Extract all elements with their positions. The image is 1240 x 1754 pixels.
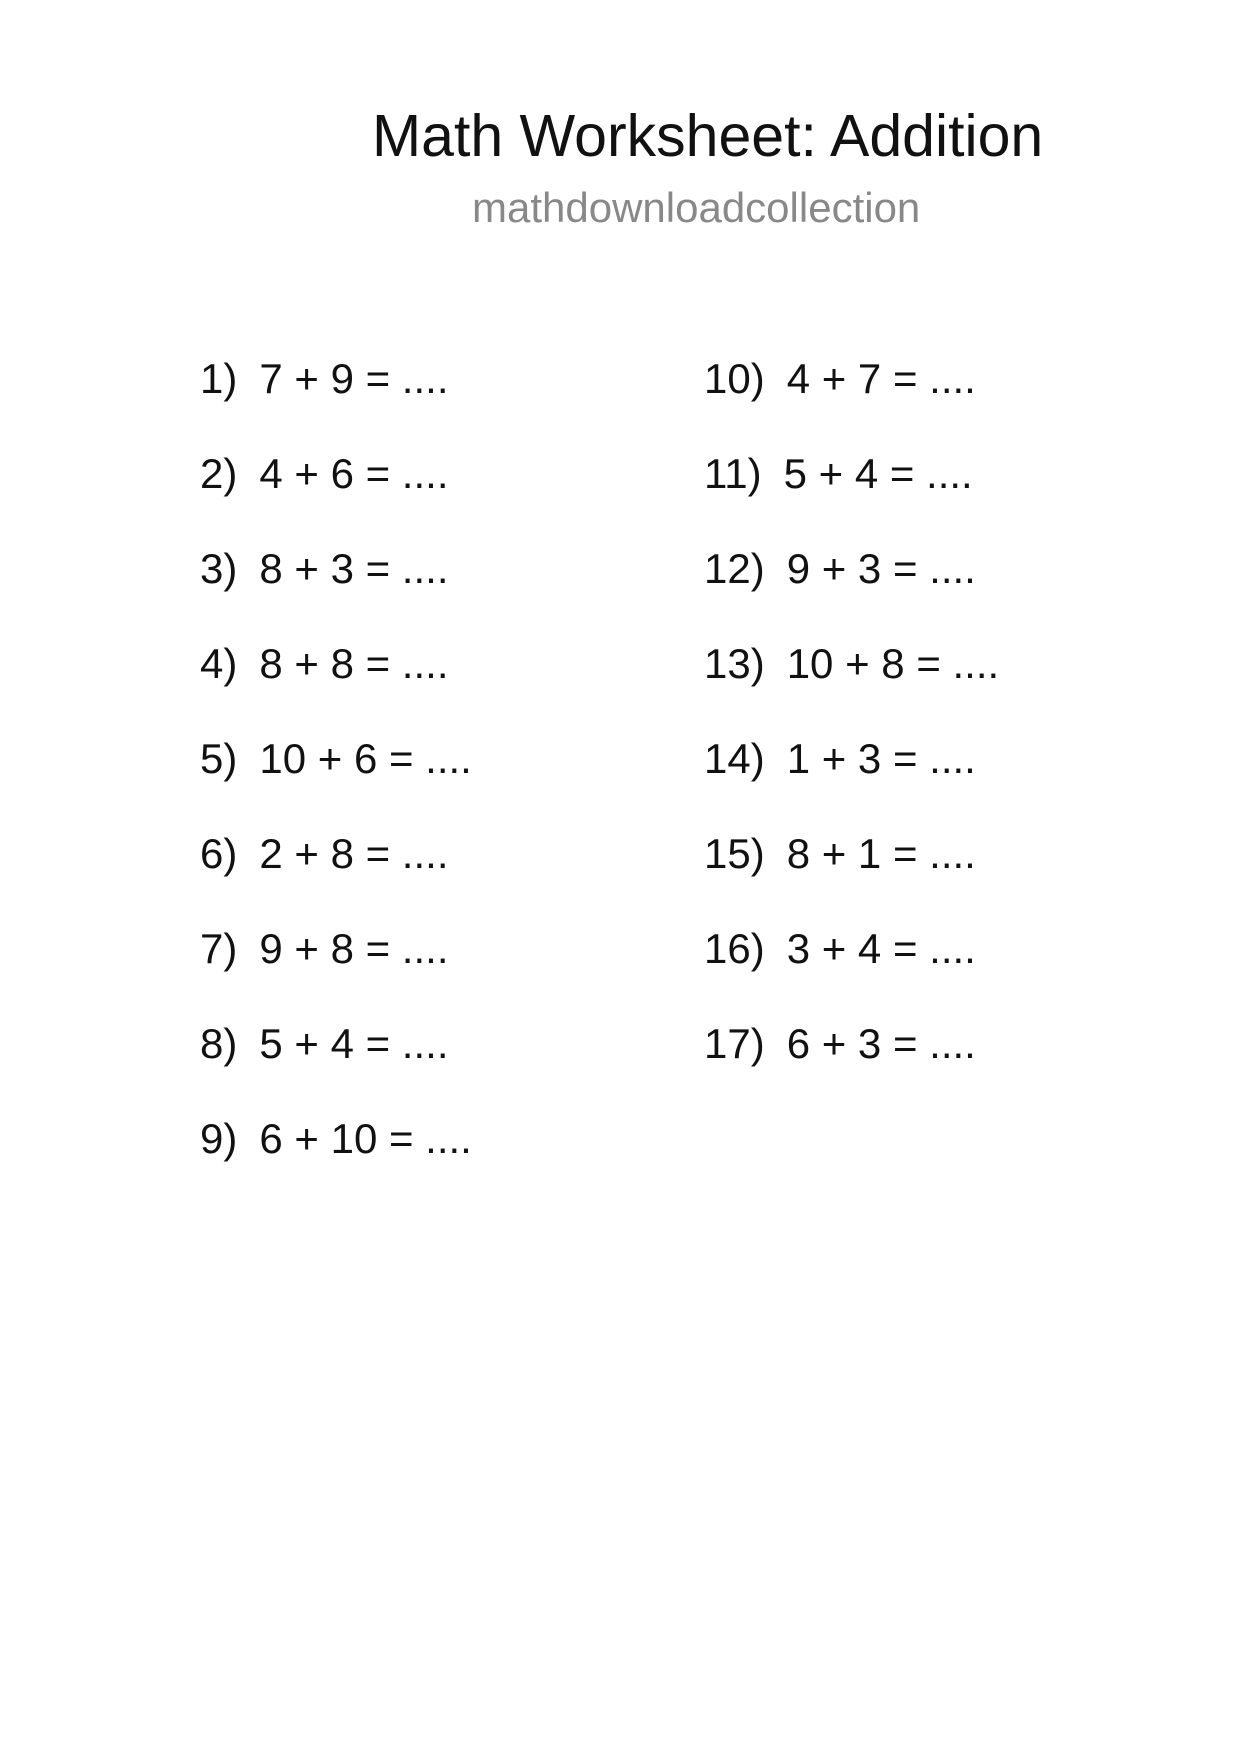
problem-number: 4) <box>200 640 238 687</box>
problem-item <box>704 445 999 540</box>
problems-right-column <box>704 350 999 1110</box>
problem-number: 8) <box>200 1020 238 1067</box>
problem-number: 1) <box>200 355 238 402</box>
problem-number: 5) <box>200 735 238 782</box>
problem-item <box>704 920 999 1015</box>
problem-item <box>704 730 999 825</box>
problem-item <box>704 350 999 445</box>
problem-expression: 7 + 9 = .... <box>259 355 449 402</box>
problem-item <box>200 1015 472 1110</box>
problem-expression: 8 + 8 = .... <box>259 640 449 687</box>
problem-expression: 9 + 8 = .... <box>259 925 449 972</box>
problem-number: 14) <box>704 735 765 782</box>
problem-number: 3) <box>200 545 238 592</box>
problem-item <box>704 635 999 730</box>
problem-expression: 6 + 10 = .... <box>259 1115 472 1162</box>
problem-expression: 8 + 1 = .... <box>786 830 976 877</box>
problem-number: 12) <box>704 545 765 592</box>
problem-expression: 4 + 7 = .... <box>786 355 976 402</box>
problem-number: 17) <box>704 1020 765 1067</box>
problem-expression: 4 + 6 = .... <box>259 450 449 497</box>
problem-item <box>200 635 472 730</box>
problem-number: 10) <box>704 355 765 402</box>
problem-item <box>704 540 999 635</box>
problem-number: 15) <box>704 830 765 877</box>
problem-item <box>200 825 472 920</box>
problem-number: 2) <box>200 450 238 497</box>
problem-item <box>704 825 999 920</box>
problem-number: 11) <box>704 450 762 497</box>
problem-expression: 9 + 3 = .... <box>786 545 976 592</box>
problem-expression: 2 + 8 = .... <box>259 830 449 877</box>
problem-expression: 10 + 6 = .... <box>259 735 472 782</box>
problem-number: 16) <box>704 925 765 972</box>
problem-item <box>200 540 472 635</box>
problem-number: 6) <box>200 830 238 877</box>
problem-number: 9) <box>200 1115 238 1162</box>
problem-expression: 6 + 3 = .... <box>786 1020 976 1067</box>
problem-item <box>200 920 472 1015</box>
problem-expression: 5 + 4 = .... <box>783 450 973 497</box>
problem-item <box>200 350 472 445</box>
problem-item <box>200 445 472 540</box>
page-title: Math Worksheet: Addition <box>372 103 1044 169</box>
problem-number: 7) <box>200 925 238 972</box>
problem-expression: 5 + 4 = .... <box>259 1020 449 1067</box>
problems-left-column <box>200 350 472 1205</box>
problem-expression: 3 + 4 = .... <box>786 925 976 972</box>
problem-expression: 10 + 8 = .... <box>786 640 1000 687</box>
problem-item <box>200 730 472 825</box>
problem-item <box>704 1015 999 1110</box>
problem-item <box>200 1110 472 1205</box>
problem-expression: 1 + 3 = .... <box>786 735 976 782</box>
page-subtitle: mathdownloadcollection <box>472 184 921 231</box>
problem-number: 13) <box>704 640 765 687</box>
problem-expression: 8 + 3 = .... <box>259 545 449 592</box>
